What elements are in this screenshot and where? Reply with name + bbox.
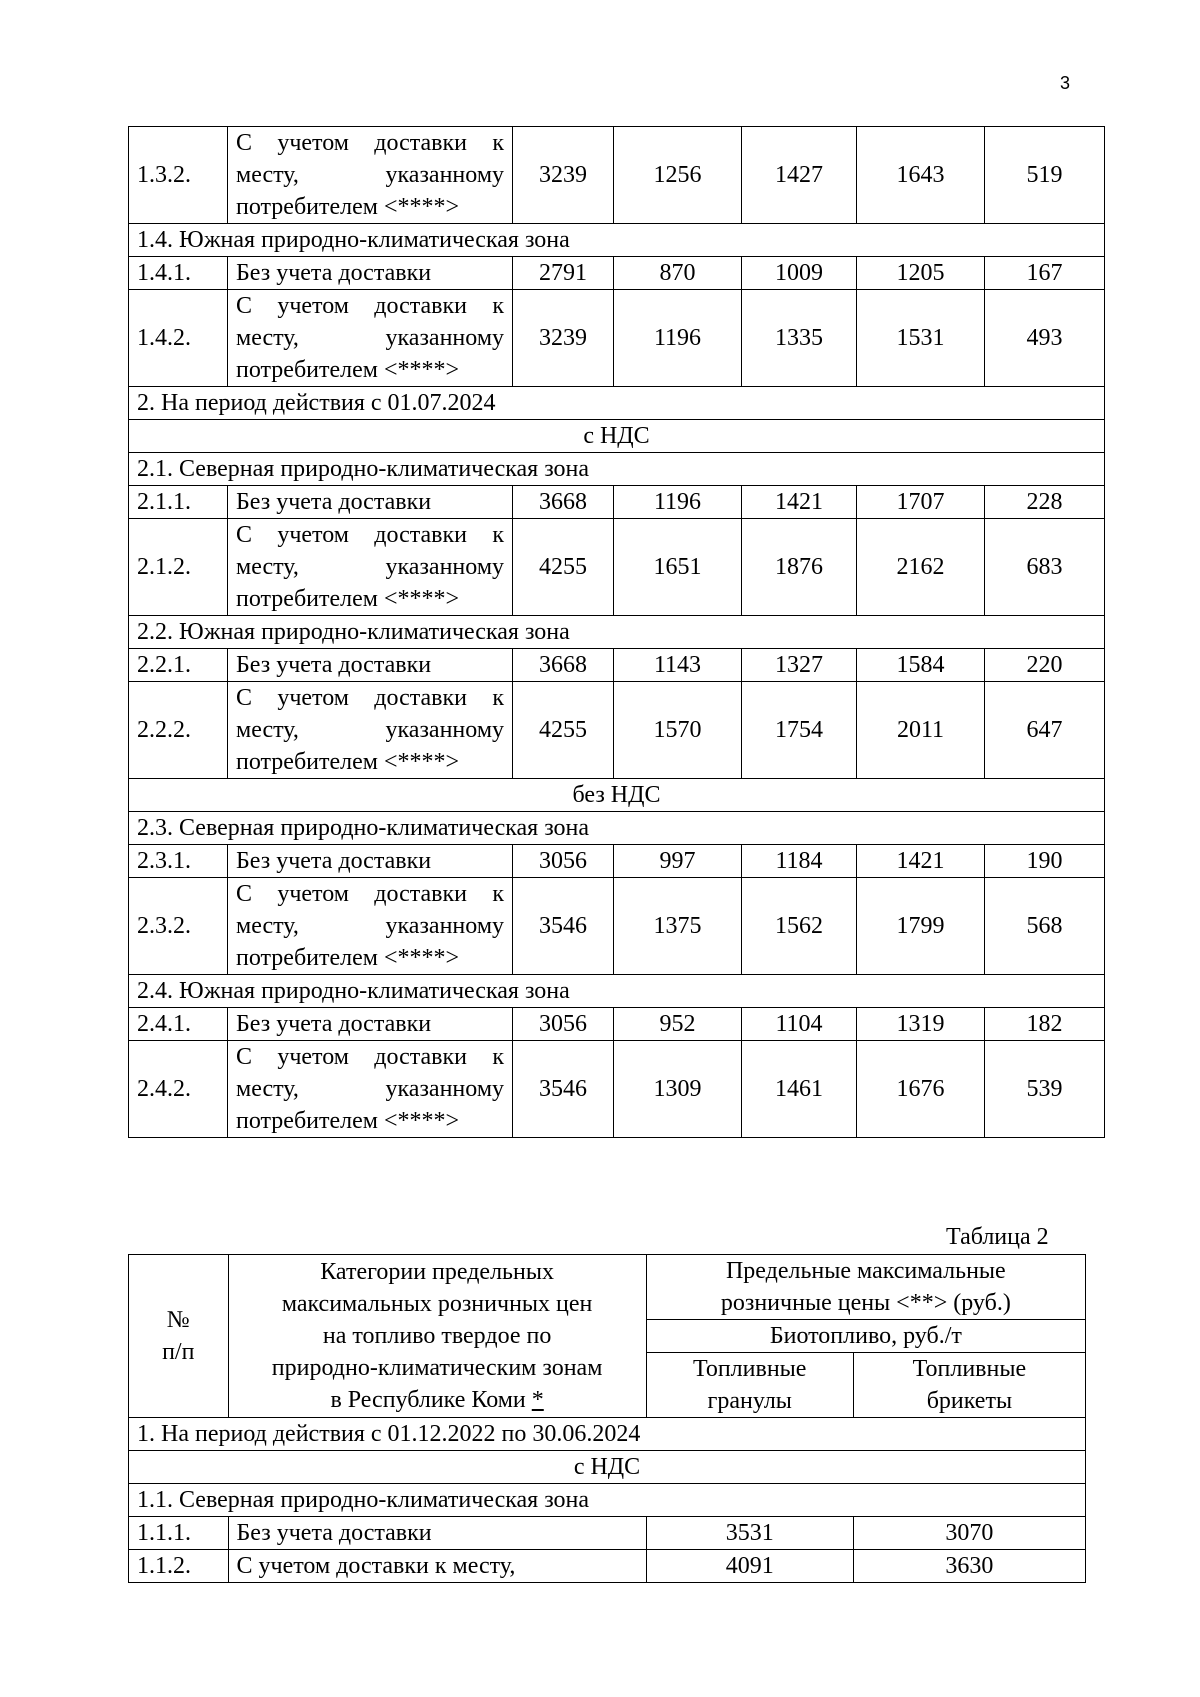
row-description	[228, 878, 513, 975]
table-row	[129, 878, 1105, 975]
price-value: 1319	[857, 1008, 985, 1041]
header-briquettes-cell	[853, 1353, 1085, 1418]
price-value: 167	[985, 257, 1105, 290]
price-value: 1643	[857, 127, 985, 224]
price-value: 1651	[614, 519, 742, 616]
price-value: 1421	[857, 845, 985, 878]
header-briquettes-line: Топливные	[912, 1356, 1027, 1382]
row-code: 2.3.1.	[129, 845, 228, 878]
row-description-line: месту, указанному	[236, 162, 504, 188]
header-number-sign: №	[166, 1307, 190, 1333]
row-description-line: потребителем <****>	[236, 357, 460, 383]
section-heading: 1.4. Южная природно-климатическая зона	[129, 224, 1105, 257]
price-value: 1421	[742, 486, 857, 519]
table-row	[129, 845, 1105, 878]
price-value: 1196	[614, 486, 742, 519]
price-value: 3056	[513, 845, 614, 878]
row-description-line: потребителем <****>	[236, 945, 460, 971]
price-value: 1335	[742, 290, 857, 387]
row-description-line: месту, указанному	[236, 554, 504, 580]
row-description-line: С учетом доставки к месту,	[236, 1553, 516, 1579]
row-description-line: С учетом доставки к	[236, 293, 504, 319]
price-value: 3239	[513, 127, 614, 224]
section-heading: 2.4. Южная природно-климатическая зона	[129, 975, 1105, 1008]
table-row	[129, 682, 1105, 779]
row-code: 1.1.1.	[129, 1517, 229, 1550]
vat-heading: с НДС	[129, 420, 1105, 453]
price-value: 1205	[857, 257, 985, 290]
section-heading: 2.2. Южная природно-климатическая зона	[129, 616, 1105, 649]
price-value: 2791	[513, 257, 614, 290]
row-code: 2.1.1.	[129, 486, 228, 519]
table-row	[129, 1041, 1105, 1138]
price-value: 1754	[742, 682, 857, 779]
row-description-line: потребителем <****>	[236, 1108, 460, 1134]
price-value: 1327	[742, 649, 857, 682]
price-value: 568	[985, 878, 1105, 975]
table-row	[129, 1550, 1086, 1583]
row-description	[228, 845, 513, 878]
row-description-line: Без учета доставки	[236, 848, 432, 874]
price-value: 2162	[857, 519, 985, 616]
header-category-line: на топливо твердое по	[322, 1323, 552, 1349]
row-description-line: С учетом доставки к	[236, 130, 504, 156]
price-value: 1009	[742, 257, 857, 290]
price-value: 519	[985, 127, 1105, 224]
row-code: 1.4.1.	[129, 257, 228, 290]
price-value: 1876	[742, 519, 857, 616]
row-description-line: С учетом доставки к	[236, 1044, 504, 1070]
price-value: 870	[614, 257, 742, 290]
header-pellets-line: гранулы	[707, 1388, 792, 1414]
price-value: 1427	[742, 127, 857, 224]
price-value: 2011	[857, 682, 985, 779]
header-category-line: природно-климатическим зонам	[271, 1355, 603, 1381]
price-value: 539	[985, 1041, 1105, 1138]
header-prices-cell	[646, 1255, 1085, 1320]
price-value: 3546	[513, 878, 614, 975]
price-value: 647	[985, 682, 1105, 779]
table-row	[129, 1517, 1086, 1550]
row-code: 2.1.2.	[129, 519, 228, 616]
row-description-line: С учетом доставки к	[236, 522, 504, 548]
section-heading: 2. На период действия с 01.07.2024	[129, 387, 1105, 420]
price-value: 1570	[614, 682, 742, 779]
price-value: 4255	[513, 519, 614, 616]
row-code: 1.1.2.	[129, 1550, 229, 1583]
price-value: 3668	[513, 486, 614, 519]
section-row	[129, 812, 1105, 845]
price-value: 1799	[857, 878, 985, 975]
row-description-line: Без учета доставки	[236, 652, 432, 678]
table-row	[129, 290, 1105, 387]
header-fuel-cell: Биотопливо, руб./т	[646, 1320, 1085, 1353]
table-row	[129, 257, 1105, 290]
price-value: 1531	[857, 290, 985, 387]
price-value: 3668	[513, 649, 614, 682]
header-category-line: Категории предельных	[320, 1259, 554, 1285]
header-number-abbr: п/п	[162, 1339, 195, 1365]
row-description	[228, 257, 513, 290]
table-row	[129, 1008, 1105, 1041]
row-description-line: С учетом доставки к	[236, 881, 504, 907]
row-description-line: С учетом доставки к	[236, 685, 504, 711]
price-value: 220	[985, 649, 1105, 682]
section-row	[129, 1484, 1086, 1517]
price-table-2	[128, 1254, 1086, 1583]
price-value: 1584	[857, 649, 985, 682]
price-value: 3630	[853, 1550, 1085, 1583]
price-value: 952	[614, 1008, 742, 1041]
price-value: 228	[985, 486, 1105, 519]
row-description-line: Без учета доставки	[236, 489, 432, 515]
table-row	[129, 486, 1105, 519]
row-description	[228, 682, 513, 779]
row-description-line: потребителем <****>	[236, 194, 460, 220]
price-value: 3070	[853, 1517, 1085, 1550]
price-value: 683	[985, 519, 1105, 616]
section-heading: 1. На период действия с 01.12.2022 по 30.06.2024	[129, 1418, 1086, 1451]
vat-heading-row	[129, 420, 1105, 453]
section-row	[129, 387, 1105, 420]
price-value: 1104	[742, 1008, 857, 1041]
row-code: 2.2.2.	[129, 682, 228, 779]
row-description-line: месту, указанному	[236, 325, 504, 351]
row-description	[228, 127, 513, 224]
price-value: 3056	[513, 1008, 614, 1041]
row-description	[228, 649, 513, 682]
row-code: 2.3.2.	[129, 878, 228, 975]
price-value: 1562	[742, 878, 857, 975]
price-value: 1143	[614, 649, 742, 682]
row-description-line: месту, указанному	[236, 1076, 504, 1102]
section-row	[129, 1418, 1086, 1451]
header-briquettes-line: брикеты	[926, 1388, 1013, 1414]
table-2-caption: Таблица 2	[946, 1224, 1049, 1250]
section-row	[129, 224, 1105, 257]
price-value: 1375	[614, 878, 742, 975]
row-description	[228, 290, 513, 387]
price-value: 3239	[513, 290, 614, 387]
price-value: 1256	[614, 127, 742, 224]
page-number: 3	[1060, 73, 1071, 93]
vat-heading: с НДС	[129, 1451, 1086, 1484]
header-pellets-line: Топливные	[692, 1356, 807, 1382]
price-value: 4091	[646, 1550, 853, 1583]
row-description	[228, 486, 513, 519]
price-value: 493	[985, 290, 1105, 387]
header-category-line: максимальных розничных цен	[281, 1291, 593, 1317]
section-heading: 1.1. Северная природно-климатическая зона	[129, 1484, 1086, 1517]
vat-heading: без НДС	[129, 779, 1105, 812]
vat-heading-row	[129, 1451, 1086, 1484]
header-category-cell	[228, 1255, 646, 1418]
section-row	[129, 453, 1105, 486]
row-code: 2.4.2.	[129, 1041, 228, 1138]
row-description-line: потребителем <****>	[236, 749, 460, 775]
table-row	[129, 127, 1105, 224]
header-category-line	[237, 1384, 638, 1416]
header-category-last: в Республике Коми	[330, 1387, 532, 1413]
row-code: 2.4.1.	[129, 1008, 228, 1041]
price-table-1	[128, 126, 1105, 1138]
price-value: 190	[985, 845, 1105, 878]
row-code: 1.3.2.	[129, 127, 228, 224]
header-number-cell	[129, 1255, 229, 1418]
section-heading: 2.1. Северная природно-климатическая зона	[129, 453, 1105, 486]
row-code: 2.2.1.	[129, 649, 228, 682]
price-value: 3546	[513, 1041, 614, 1138]
price-value: 1196	[614, 290, 742, 387]
row-code: 1.4.2.	[129, 290, 228, 387]
price-value: 1676	[857, 1041, 985, 1138]
price-value: 4255	[513, 682, 614, 779]
price-value: 1184	[742, 845, 857, 878]
vat-heading-row	[129, 779, 1105, 812]
price-value: 1461	[742, 1041, 857, 1138]
header-pellets-cell	[646, 1353, 853, 1418]
price-value: 3531	[646, 1517, 853, 1550]
row-description-line: Без учета доставки	[236, 1520, 432, 1546]
header-prices-line: Предельные максимальные	[725, 1258, 1006, 1284]
row-description	[228, 1550, 646, 1583]
row-description-line: потребителем <****>	[236, 586, 460, 612]
section-row	[129, 616, 1105, 649]
row-description	[228, 1517, 646, 1550]
row-description	[228, 1041, 513, 1138]
price-value: 997	[614, 845, 742, 878]
row-description	[228, 1008, 513, 1041]
footnote-mark: *	[531, 1387, 544, 1413]
header-prices-line: розничные цены <**> (руб.)	[720, 1290, 1011, 1316]
row-description-line: месту, указанному	[236, 717, 504, 743]
row-description-line: месту, указанному	[236, 913, 504, 939]
section-row	[129, 975, 1105, 1008]
section-heading: 2.3. Северная природно-климатическая зона	[129, 812, 1105, 845]
price-value: 1309	[614, 1041, 742, 1138]
table-row	[129, 519, 1105, 616]
table-row	[129, 649, 1105, 682]
price-value: 1707	[857, 486, 985, 519]
row-description	[228, 519, 513, 616]
row-description-line: Без учета доставки	[236, 260, 432, 286]
price-value: 182	[985, 1008, 1105, 1041]
row-description-line: Без учета доставки	[236, 1011, 432, 1037]
